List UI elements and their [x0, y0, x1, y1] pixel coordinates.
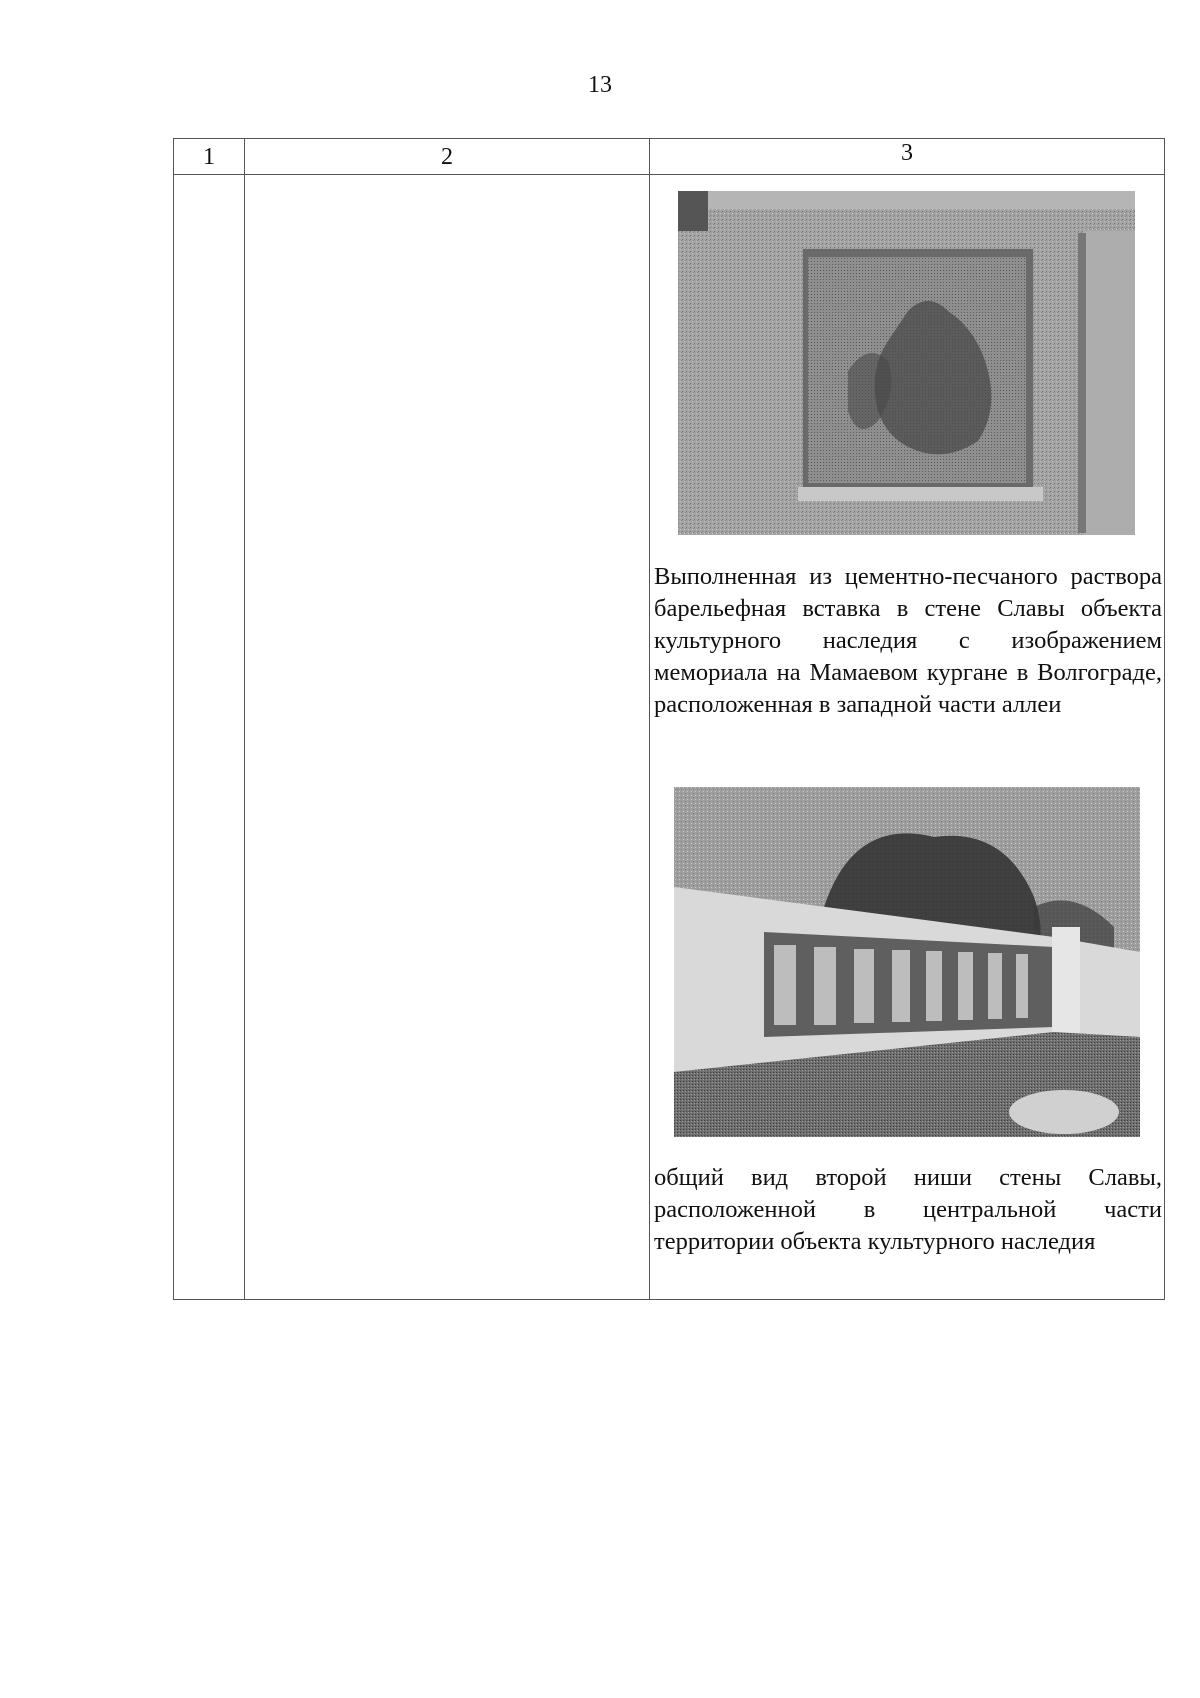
caption-wall-niche: общий вид второй ниши стены Славы, расположенной в центральной части территории объекта культурного наследия [654, 1164, 1162, 1255]
column-divider [649, 139, 650, 1299]
header-cell-2: 2 [441, 144, 453, 170]
header-cell-1: 1 [203, 144, 215, 170]
page-number: 13 [588, 72, 612, 98]
caption-bas-relief: Выполненная из цементно-песчаного раствора барельефная вставка в стене Славы объекта культурного наследия с изображением мемориала на Мамаевом кургане в Волгограде, расположенная в западной части аллеи [654, 563, 1162, 718]
header-cell-3: 3 [901, 140, 913, 166]
table-header-row [174, 139, 1164, 175]
wall-niche-photo [674, 787, 1140, 1137]
column-divider [244, 139, 245, 1299]
bas-relief-photo [678, 191, 1135, 535]
document-table [173, 138, 1165, 1300]
